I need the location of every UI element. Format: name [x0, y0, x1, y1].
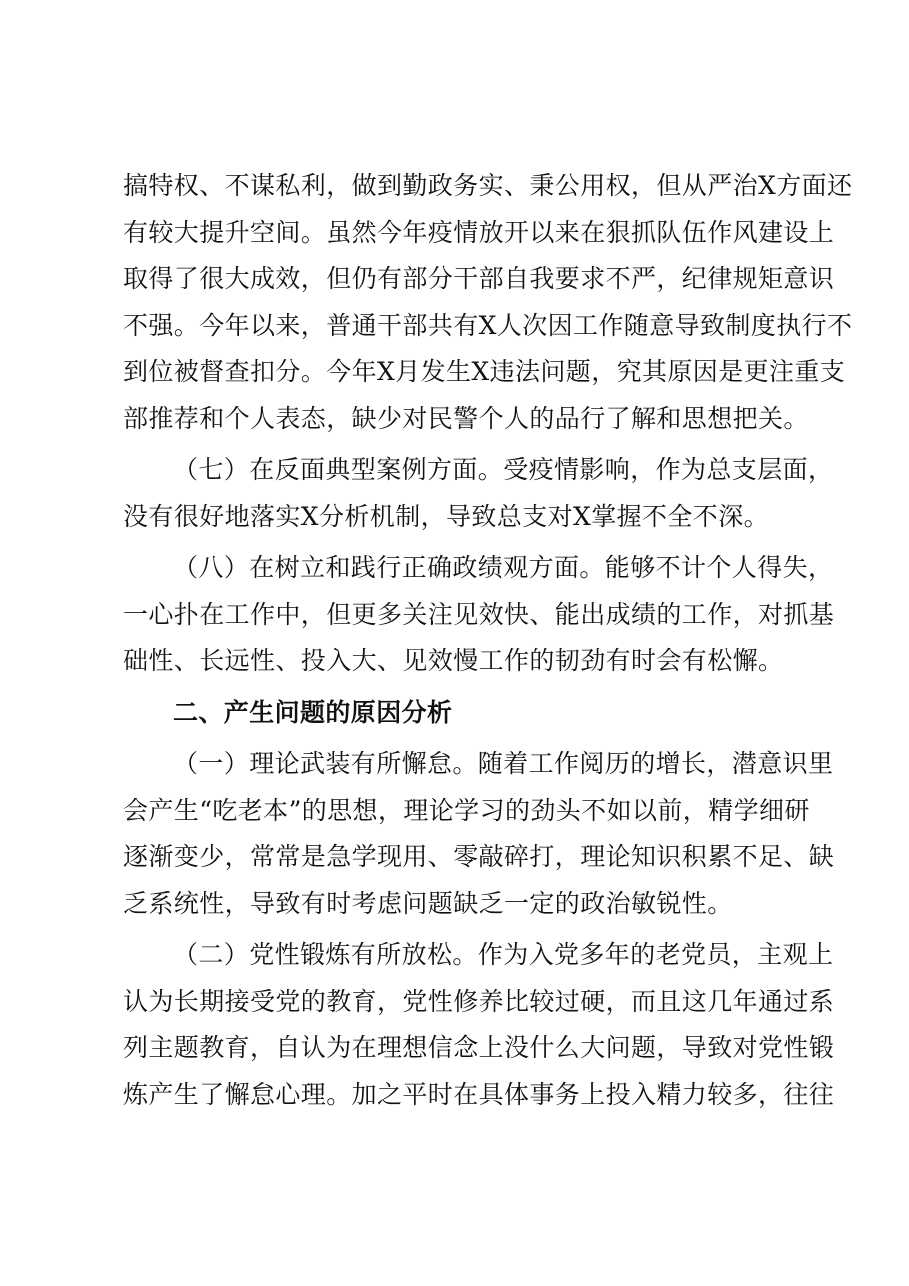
text-line: 不强。今年以来，普通干部共有X人次因工作随意导致制度执行不 [123, 310, 853, 340]
paragraph-continuation [123, 163, 853, 442]
text-line: 会产生“吃老本”的思想，理论学习的劲头不如以前，精学细研 [123, 795, 810, 825]
text-line: 认为长期接受党的教育，党性修养比较过硬，而且这几年通过系 [123, 986, 835, 1016]
text-line: 到位被督查扣分。今年X月发生X违法问题，究其原因是更注重支 [123, 357, 846, 386]
text-line: 乏系统性，导致有时考虑问题缺乏一定的政治敏锐性。 [123, 888, 733, 918]
text-line: （一）理论武装有所懈怠。随着工作阅历的增长，潜意识里 [173, 749, 834, 778]
text-line: 有较大提升空间。虽然今年疫情放开以来在狠抓队伍作风建设上 [123, 217, 835, 247]
text-line: （七）在反面典型案例方面。受疫情影响，作为总支层面， [173, 455, 834, 484]
paragraph-cause-two [123, 932, 835, 1118]
text-line: 炼产生了懈怠心理。加之平时在具体事务上投入精力较多，往往 [123, 1079, 835, 1109]
text-line: 一心扑在工作中，但更多关注见效快、能出成绩的工作，对抓基 [123, 599, 835, 629]
text-line: 列主题教育，自认为在理想信念上没什么大问题，导致对党性锻 [123, 1033, 835, 1062]
text-line: 没有很好地落实X分析机制，导致总支对X掌握不全不深。 [123, 501, 769, 531]
text-line: （八）在树立和践行正确政绩观方面。能够不计个人得失， [173, 553, 834, 582]
text-line: 部推荐和个人表态，缺少对民警个人的品行了解和思想把关。 [123, 403, 809, 433]
paragraph-item-eight [123, 545, 835, 685]
text-line: 逐渐变少，常常是急学现用、零敲碎打，理论知识积累不足、缺 [123, 842, 835, 871]
text-line: 础性、长远性、投入大、见效慢工作的韧劲有时会有松懈。 [123, 646, 784, 675]
section-heading-text: 二、产生问题的原因分析 [173, 697, 453, 727]
text-line: （二）党性锻炼有所放松。作为入党多年的老党员，主观上 [173, 940, 834, 969]
paragraph-item-seven [123, 447, 834, 540]
document-body [123, 163, 853, 1118]
paragraph-cause-one [123, 741, 835, 927]
section-heading [123, 690, 807, 737]
text-line: 取得了很大成效，但仍有部分干部自我要求不严，纪律规矩意识 [123, 264, 835, 293]
text-line: 搞特权、不谋私利，做到勤政务实、秉公用权，但从严治X方面还 [123, 171, 853, 200]
